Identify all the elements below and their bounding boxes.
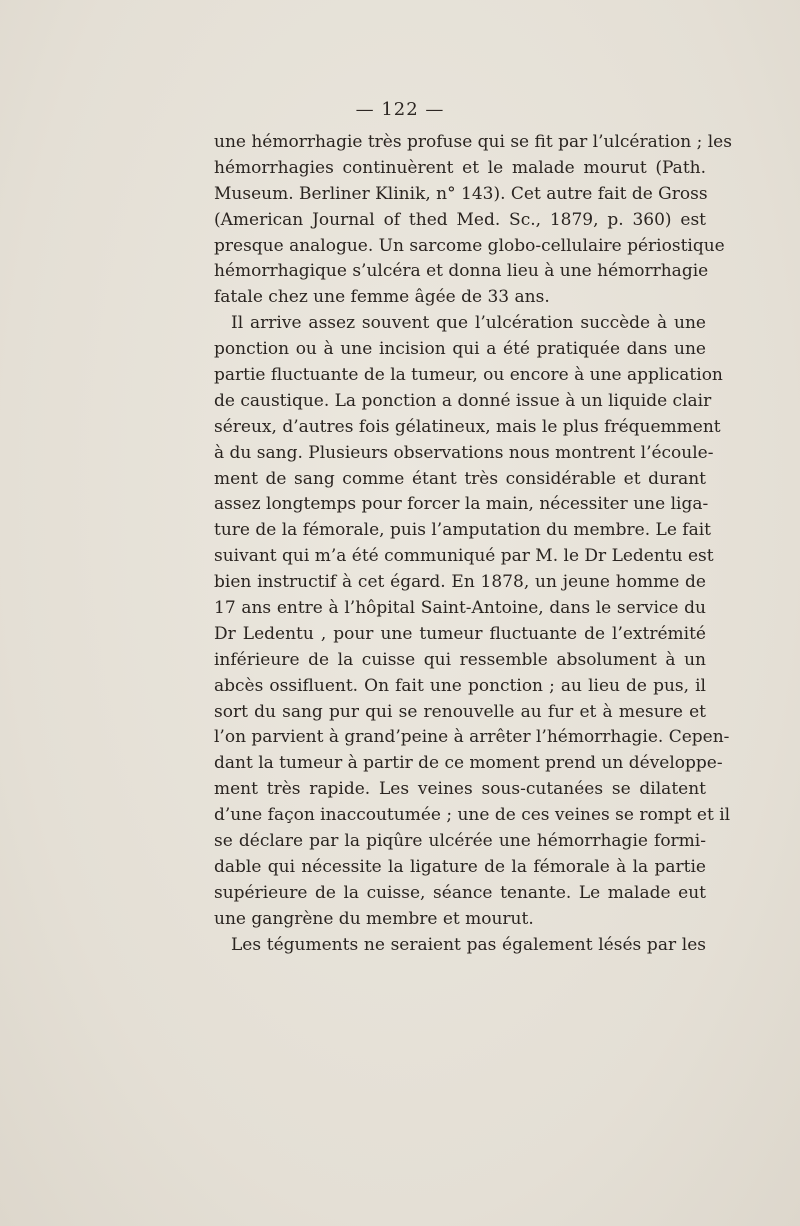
text-line: inférieure de la cuisse qui ressemble absolument à un (214, 649, 706, 670)
page-number: — 122 — (355, 99, 445, 120)
text-line: ment très rapide. Les veines sous-cutanées se dilatent (214, 779, 706, 800)
text-line: assez longtemps pour forcer la main, nécessiter une liga- (214, 494, 709, 515)
body-text (214, 130, 732, 959)
text-line: suivant qui m’a été communiqué par M. le Dr Ledentu est (214, 546, 714, 567)
text-line: une gangrène du membre et mourut. (214, 908, 534, 929)
text-line: dant la tumeur à partir de ce moment prend un développe- (214, 753, 723, 774)
text-line: ment de sang comme étant très considérable et durant (214, 468, 706, 489)
text-line: séreux, d’autres fois gélatineux, mais le plus fréquemment (214, 416, 721, 437)
text-line: Museum. Berliner Klinik, n° 143). Cet autre fait de Gross (214, 183, 708, 204)
text-line: ponction ou à une incision qui a été pratiquée dans une (214, 339, 706, 360)
text-line: (American Journal of thed Med. Sc., 1879, p. 360) est (214, 209, 706, 230)
text-line: une hémorrhagie très profuse qui se fit par l’ulcération ; les (214, 132, 732, 152)
text-line: presque analogue. Un sarcome globo-cellulaire périostique (214, 235, 725, 256)
paragraph-first-line: Les téguments ne seraient pas également lésés par les (231, 934, 706, 955)
text-line: 17 ans entre à l’hôpital Saint-Antoine, dans le service du (214, 598, 706, 619)
text-line: à du sang. Plusieurs observations nous montrent l’écoule- (214, 442, 714, 463)
text-line: d’une façon inaccoutumée ; une de ces veines se rompt et il (214, 805, 731, 826)
text-line: fatale chez une femme âgée de 33 ans. (214, 287, 550, 308)
text-line: l’on parvient à grand’peine à arrêter l’hémorrhagie. Cepen- (214, 727, 730, 748)
text-line: sort du sang pur qui se renouvelle au fur et à mesure et (214, 701, 706, 722)
text-line: dable qui nécessite la ligature de la fémorale à la partie (214, 856, 706, 877)
text-line: supérieure de la cuisse, séance tenante. Le malade eut (214, 882, 706, 903)
text-line: hémorrhagies continuèrent et le malade mourut (Path. (214, 157, 706, 178)
text-line: partie fluctuante de la tumeur, ou encore à une application (214, 365, 723, 386)
text-line: ture de la fémorale, puis l’amputation du membre. Le fait (214, 520, 711, 541)
paragraph-first-line: Il arrive assez souvent que l’ulcération succède à une (231, 313, 706, 334)
text-line: abcès ossifluent. On fait une ponction ; au lieu de pus, il (214, 675, 706, 696)
text-line: se déclare par la piqûre ulcérée une hémorrhagie formi- (214, 831, 706, 852)
text-line: de caustique. La ponction a donné issue à un liquide clair (214, 390, 712, 411)
text-line: bien instructif à cet égard. En 1878, un jeune homme de (214, 572, 706, 593)
text-line: Dr Ledentu , pour une tumeur fluctuante de l’extrémité (214, 623, 706, 644)
text-line: hémorrhagique s’ulcéra et donna lieu à une hémorrhagie (214, 261, 709, 282)
